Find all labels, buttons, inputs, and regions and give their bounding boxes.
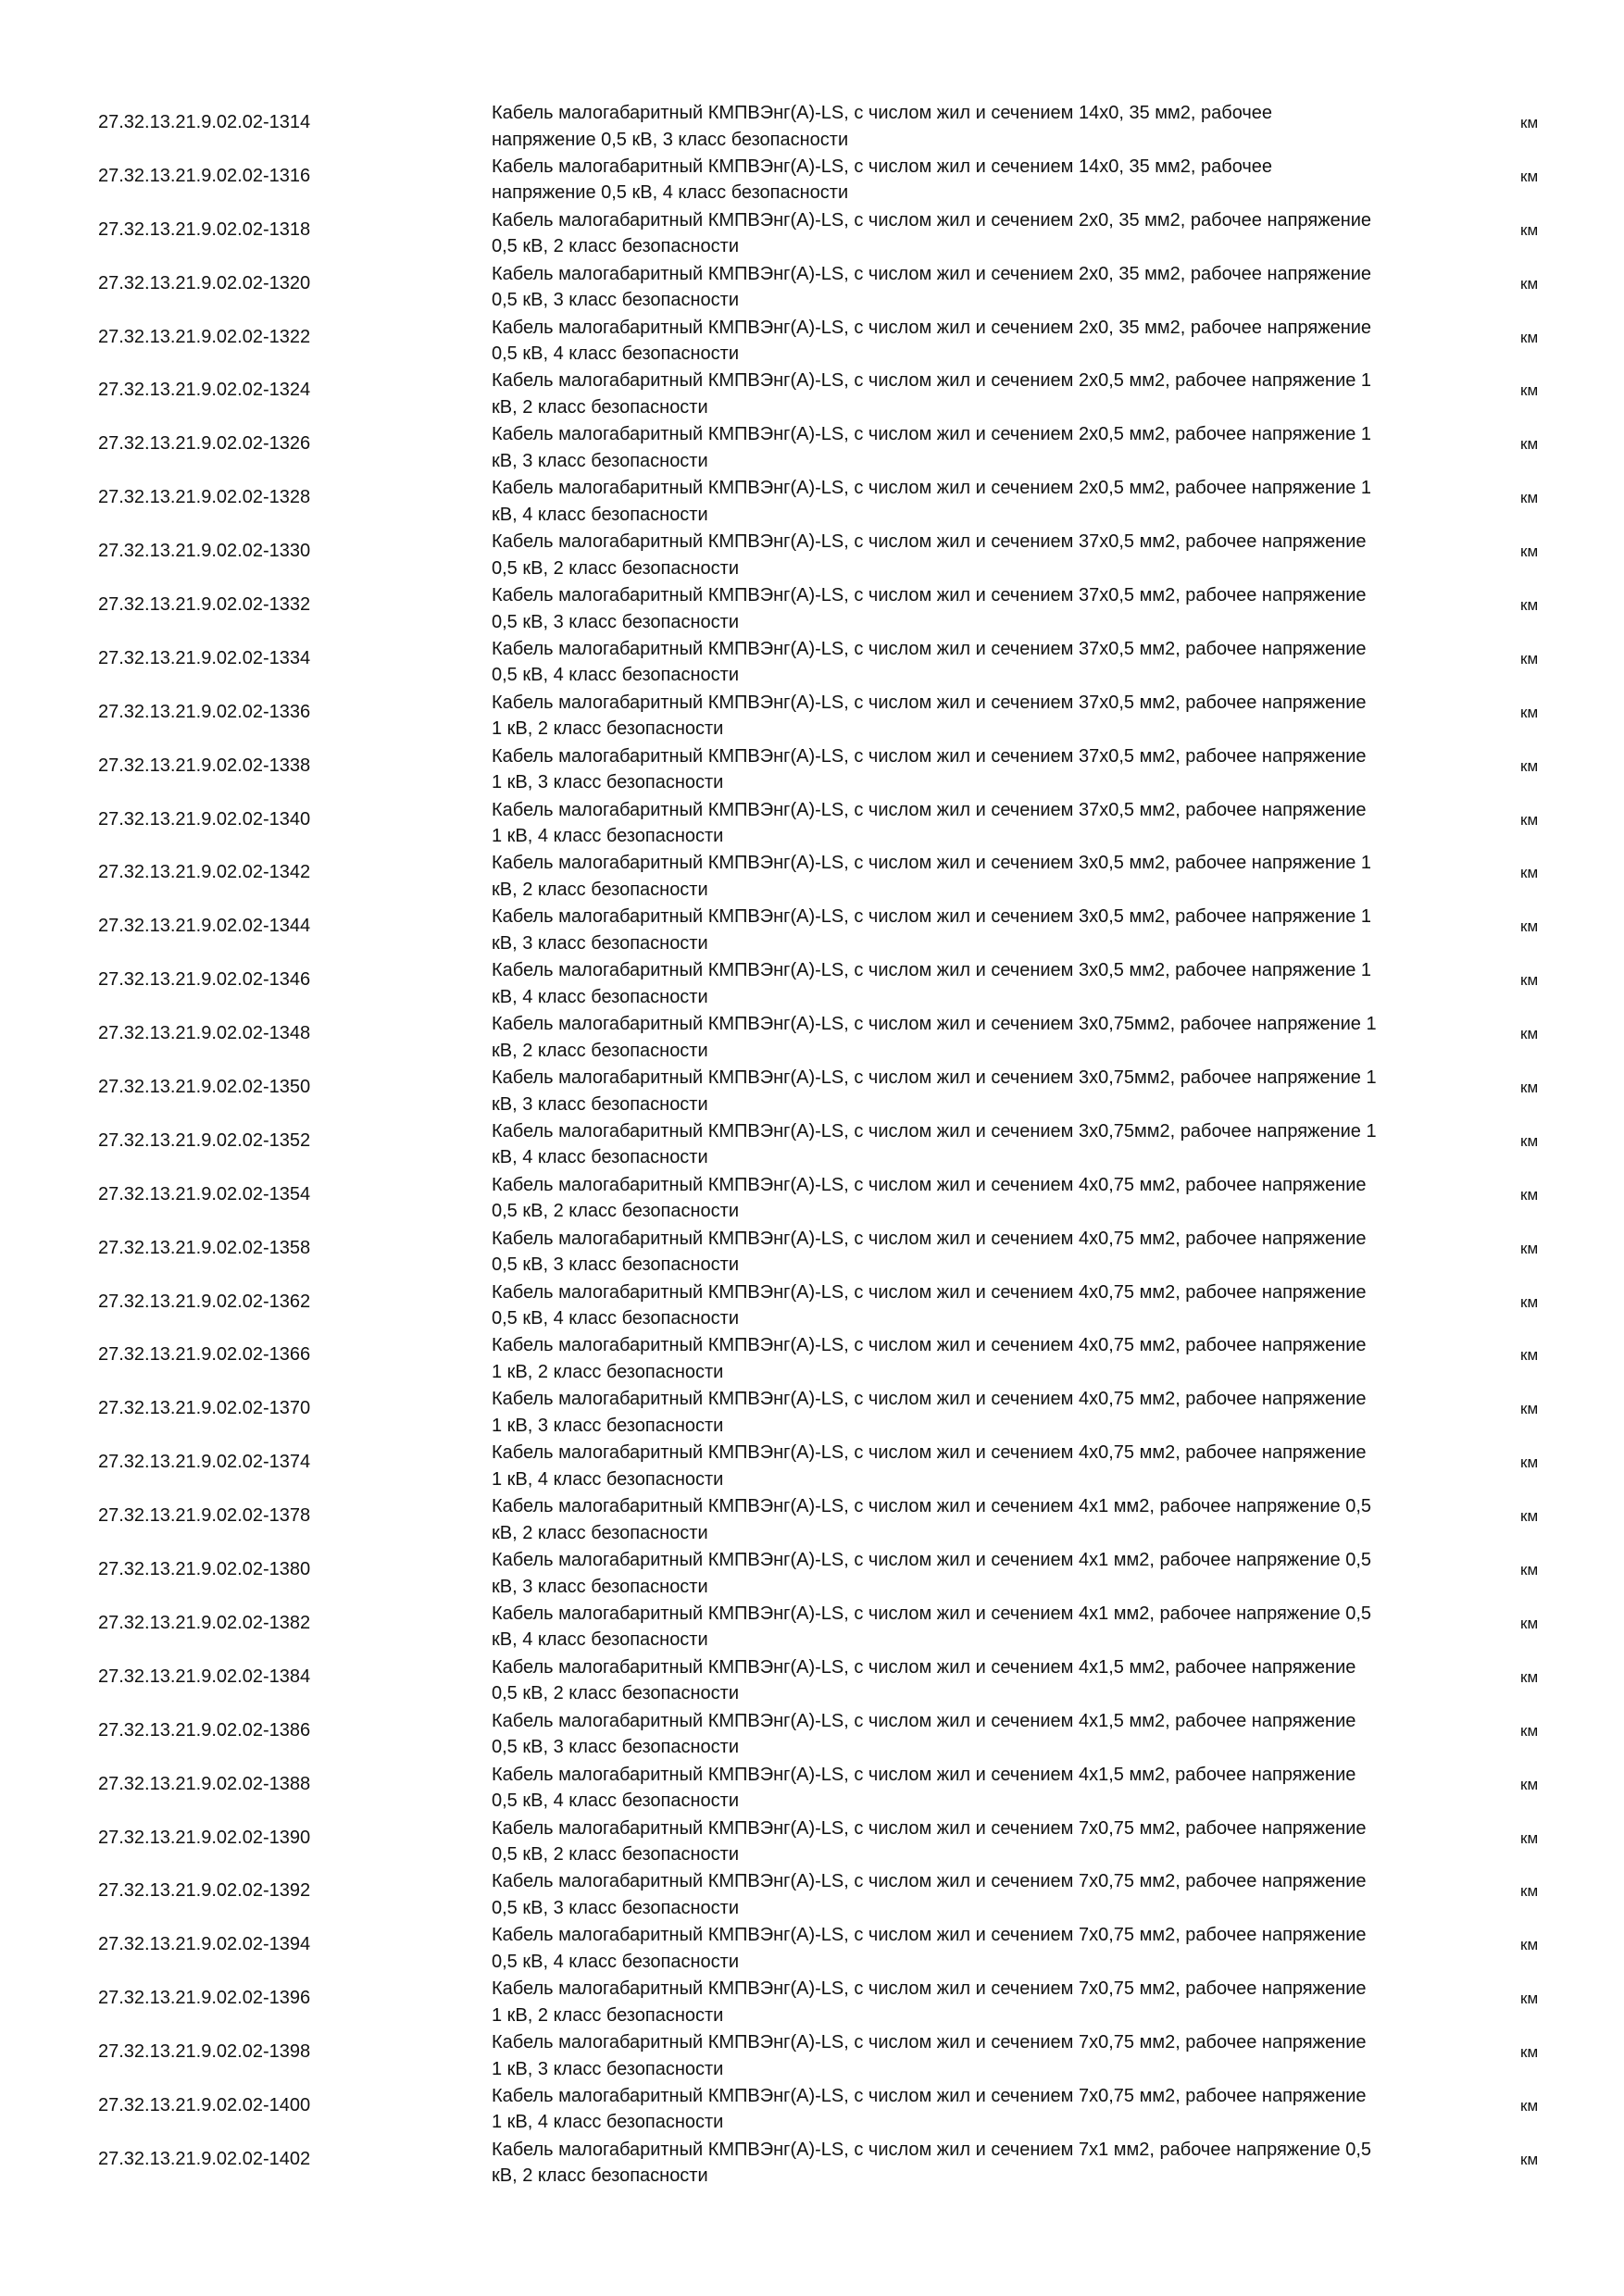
row-description xyxy=(492,582,1547,635)
row-code: 27.32.13.21.9.02.02-1344 xyxy=(98,916,311,937)
row-unit: км xyxy=(1520,1025,1539,1043)
row-description-line-2: 0,5 кВ, 3 класс безопасности xyxy=(492,611,740,632)
row-code: 27.32.13.21.9.02.02-1328 xyxy=(98,487,311,508)
row-unit: км xyxy=(1520,1828,1539,1847)
row-code: 27.32.13.21.9.02.02-1398 xyxy=(98,2041,311,2063)
row-description-line-1: Кабель малогабаритный КМПВЭнг(А)-LS, с числом жил и сечением 4х0,75 мм2, рабочее напряжение xyxy=(492,1389,1367,1410)
row-description-line-2: 0,5 кВ, 2 класс безопасности xyxy=(492,236,740,257)
table-row xyxy=(93,579,1574,632)
row-unit: км xyxy=(1520,864,1539,882)
row-description-line-1: Кабель малогабаритный КМПВЭнг(А)-LS, с числом жил и сечением 14х0, 35 мм2, рабочее xyxy=(492,156,1273,177)
row-description xyxy=(492,850,1547,903)
row-description-line-2: 1 кВ, 2 класс безопасности xyxy=(492,2004,724,2026)
row-description xyxy=(492,1547,1547,1600)
row-description xyxy=(492,1493,1547,1546)
row-unit: км xyxy=(1520,1185,1539,1204)
row-description-line-2: 1 кВ, 4 класс безопасности xyxy=(492,826,724,847)
row-description-line-1: Кабель малогабаритный КМПВЭнг(А)-LS, с числом жил и сечением 37х0,5 мм2, рабочее напряжение xyxy=(492,745,1367,767)
row-code: 27.32.13.21.9.02.02-1362 xyxy=(98,1291,311,1312)
row-description xyxy=(492,1279,1547,1332)
row-code: 27.32.13.21.9.02.02-1350 xyxy=(98,1077,311,1098)
row-code: 27.32.13.21.9.02.02-1394 xyxy=(98,1934,311,1955)
row-description xyxy=(492,1332,1547,1385)
table-row xyxy=(93,311,1574,365)
row-description-line-2: 0,5 кВ, 4 класс безопасности xyxy=(492,665,740,686)
table-row xyxy=(93,1382,1574,1436)
row-description-line-1: Кабель малогабаритный КМПВЭнг(А)-LS, с числом жил и сечением 7х0,75 мм2, рабочее напряжение xyxy=(492,1817,1367,1839)
row-unit: км xyxy=(1520,1507,1539,1526)
table-row xyxy=(93,2133,1574,2187)
row-unit: км xyxy=(1520,2096,1539,2115)
row-description-line-2: напряжение 0,5 кВ, 4 класс безопасности xyxy=(492,182,849,204)
row-description xyxy=(492,2137,1547,2190)
row-code: 27.32.13.21.9.02.02-1322 xyxy=(98,326,311,347)
row-code: 27.32.13.21.9.02.02-1330 xyxy=(98,541,311,562)
row-description-line-2: кВ, 4 класс безопасности xyxy=(492,1147,708,1168)
table-row xyxy=(93,1704,1574,1758)
row-description-line-2: 0,5 кВ, 4 класс безопасности xyxy=(492,1308,740,1329)
row-unit: км xyxy=(1520,328,1539,346)
table-row xyxy=(93,1061,1574,1115)
row-description-line-2: напряжение 0,5 кВ, 3 класс безопасности xyxy=(492,129,849,150)
row-description-line-2: 0,5 кВ, 4 класс безопасности xyxy=(492,343,740,365)
row-code: 27.32.13.21.9.02.02-1318 xyxy=(98,218,311,240)
row-description-line-2: кВ, 2 класс безопасности xyxy=(492,2165,708,2187)
row-description xyxy=(492,2029,1547,2082)
row-description-line-1: Кабель малогабаритный КМПВЭнг(А)-LS, с числом жил и сечением 37х0,5 мм2, рабочее напряжение xyxy=(492,799,1367,820)
row-code: 27.32.13.21.9.02.02-1324 xyxy=(98,380,311,401)
table-row xyxy=(93,1651,1574,1704)
price-table xyxy=(93,96,1574,2187)
row-description-line-2: 1 кВ, 2 класс безопасности xyxy=(492,718,724,740)
row-description-line-1: Кабель малогабаритный КМПВЭнг(А)-LS, с числом жил и сечением 3х0,5 мм2, рабочее напряжение 1 xyxy=(492,960,1372,981)
row-description-line-1: Кабель малогабаритный КМПВЭнг(А)-LS, с числом жил и сечением 4х0,75 мм2, рабочее напряжение xyxy=(492,1281,1367,1303)
row-code: 27.32.13.21.9.02.02-1392 xyxy=(98,1880,311,1902)
row-code: 27.32.13.21.9.02.02-1396 xyxy=(98,1988,311,2009)
row-description-line-2: кВ, 4 класс безопасности xyxy=(492,504,708,525)
row-code: 27.32.13.21.9.02.02-1390 xyxy=(98,1827,311,1848)
table-row xyxy=(93,793,1574,847)
row-code: 27.32.13.21.9.02.02-1348 xyxy=(98,1023,311,1044)
row-unit: км xyxy=(1520,756,1539,775)
table-row xyxy=(93,846,1574,900)
row-description xyxy=(492,529,1547,581)
row-unit: км xyxy=(1520,381,1539,400)
row-description xyxy=(492,1654,1547,1707)
row-unit: км xyxy=(1520,917,1539,936)
row-unit: км xyxy=(1520,114,1539,131)
row-description-line-1: Кабель малогабаритный КМПВЭнг(А)-LS, с числом жил и сечением 3х0,5 мм2, рабочее напряжение 1 xyxy=(492,906,1372,928)
row-code: 27.32.13.21.9.02.02-1336 xyxy=(98,701,311,722)
row-description-line-2: 0,5 кВ, 3 класс безопасности xyxy=(492,1897,740,1918)
row-unit: км xyxy=(1520,489,1539,507)
table-row xyxy=(93,2026,1574,2079)
row-description-line-1: Кабель малогабаритный КМПВЭнг(А)-LS, с числом жил и сечением 7х0,75 мм2, рабочее напряжение xyxy=(492,1925,1367,1946)
row-description-line-1: Кабель малогабаритный КМПВЭнг(А)-LS, с числом жил и сечением 7х0,75 мм2, рабочее напряжение xyxy=(492,1871,1367,1892)
row-description-line-1: Кабель малогабаритный КМПВЭнг(А)-LS, с числом жил и сечением 4х1,5 мм2, рабочее напряжение xyxy=(492,1656,1356,1678)
row-code: 27.32.13.21.9.02.02-1314 xyxy=(98,112,311,132)
table-row xyxy=(93,1918,1574,1972)
row-description-line-2: 0,5 кВ, 3 класс безопасности xyxy=(492,290,740,311)
row-description-line-2: 1 кВ, 4 класс безопасности xyxy=(492,1468,724,1490)
row-description-line-2: кВ, 3 класс безопасности xyxy=(492,1576,708,1597)
row-description-line-1: Кабель малогабаритный КМПВЭнг(А)-LS, с числом жил и сечением 4х1,5 мм2, рабочее напряжение xyxy=(492,1764,1356,1785)
row-description-line-1: Кабель малогабаритный КМПВЭнг(А)-LS, с числом жил и сечением 4х1,5 мм2, рабочее напряжение xyxy=(492,1710,1356,1731)
table-row xyxy=(93,900,1574,954)
row-description xyxy=(492,154,1547,206)
row-description xyxy=(492,1172,1547,1225)
row-description-line-2: 1 кВ, 3 класс безопасности xyxy=(492,2058,724,2079)
row-unit: км xyxy=(1520,1721,1539,1740)
row-description xyxy=(492,797,1547,850)
row-unit: км xyxy=(1520,1292,1539,1311)
row-description-line-2: кВ, 2 класс безопасности xyxy=(492,396,708,418)
row-unit: км xyxy=(1520,810,1539,829)
row-description xyxy=(492,1922,1547,1975)
row-code: 27.32.13.21.9.02.02-1382 xyxy=(98,1612,311,1633)
table-row xyxy=(93,525,1574,579)
row-description-line-2: 0,5 кВ, 4 класс безопасности xyxy=(492,1951,740,1972)
row-code: 27.32.13.21.9.02.02-1366 xyxy=(98,1344,311,1366)
row-description-line-1: Кабель малогабаритный КМПВЭнг(А)-LS, с числом жил и сечением 2х0,5 мм2, рабочее напряжение 1 xyxy=(492,424,1372,445)
row-unit: км xyxy=(1520,220,1539,239)
row-description-line-1: Кабель малогабаритный КМПВЭнг(А)-LS, с числом жил и сечением 2х0,5 мм2, рабочее напряжение 1 xyxy=(492,478,1372,499)
table-row xyxy=(93,1115,1574,1168)
row-code: 27.32.13.21.9.02.02-1352 xyxy=(98,1129,311,1151)
row-description-line-1: Кабель малогабаритный КМПВЭнг(А)-LS, с числом жил и сечением 4х0,75 мм2, рабочее напряжение xyxy=(492,1228,1367,1249)
row-description-line-1: Кабель малогабаритный КМПВЭнг(А)-LS, с числом жил и сечением 4х0,75 мм2, рабочее напряжение xyxy=(492,1174,1367,1195)
row-code: 27.32.13.21.9.02.02-1340 xyxy=(98,808,311,830)
row-unit: км xyxy=(1520,649,1539,668)
table-row xyxy=(93,418,1574,471)
row-description xyxy=(492,368,1547,420)
row-code: 27.32.13.21.9.02.02-1370 xyxy=(98,1398,311,1419)
table-row xyxy=(93,1436,1574,1490)
table-row xyxy=(93,1865,1574,1918)
table-row xyxy=(93,1972,1574,2026)
row-code: 27.32.13.21.9.02.02-1386 xyxy=(98,1719,311,1741)
row-code: 27.32.13.21.9.02.02-1374 xyxy=(98,1452,311,1473)
row-description-line-2: кВ, 4 класс безопасности xyxy=(492,1629,708,1651)
row-description-line-2: кВ, 2 класс безопасности xyxy=(492,1040,708,1061)
row-description-line-2: 0,5 кВ, 2 класс безопасности xyxy=(492,557,740,579)
row-description xyxy=(492,690,1547,742)
row-description xyxy=(492,475,1547,528)
row-description xyxy=(492,315,1547,368)
table-row xyxy=(93,954,1574,1007)
row-description xyxy=(492,1708,1547,1761)
row-description xyxy=(492,1868,1547,1921)
row-unit: км xyxy=(1520,1131,1539,1150)
row-unit: км xyxy=(1520,1561,1539,1579)
table-row xyxy=(93,1329,1574,1382)
row-description-line-1: Кабель малогабаритный КМПВЭнг(А)-LS, с числом жил и сечением 3х0,75мм2, рабочее напряжение 1 xyxy=(492,1014,1377,1035)
row-code: 27.32.13.21.9.02.02-1338 xyxy=(98,755,311,776)
table-row xyxy=(93,740,1574,793)
row-description-line-1: Кабель малогабаритный КМПВЭнг(А)-LS, с числом жил и сечением 2х0, 35 мм2, рабочее напряжение xyxy=(492,263,1372,284)
row-description xyxy=(492,207,1547,260)
row-unit: км xyxy=(1520,1936,1539,1954)
table-row xyxy=(93,1758,1574,1812)
row-code: 27.32.13.21.9.02.02-1334 xyxy=(98,647,311,668)
row-description-line-1: Кабель малогабаритный КМПВЭнг(А)-LS, с числом жил и сечением 7х0,75 мм2, рабочее напряжение xyxy=(492,1978,1367,2000)
row-unit: км xyxy=(1520,543,1539,561)
row-unit: км xyxy=(1520,1346,1539,1365)
row-code: 27.32.13.21.9.02.02-1320 xyxy=(98,272,311,293)
table-row xyxy=(93,1490,1574,1543)
row-description xyxy=(492,1440,1547,1492)
row-description-line-2: кВ, 2 класс безопасности xyxy=(492,1522,708,1543)
row-code: 27.32.13.21.9.02.02-1384 xyxy=(98,1666,311,1687)
row-description-line-2: кВ, 3 класс безопасности xyxy=(492,1093,708,1115)
row-code: 27.32.13.21.9.02.02-1380 xyxy=(98,1559,311,1580)
table-row xyxy=(93,2079,1574,2133)
row-description-line-1: Кабель малогабаритный КМПВЭнг(А)-LS, с числом жил и сечением 14х0, 35 мм2, рабочее xyxy=(492,103,1273,123)
row-unit: км xyxy=(1520,1079,1539,1097)
row-description xyxy=(492,1816,1547,1868)
row-unit: км xyxy=(1520,167,1539,185)
row-unit: км xyxy=(1520,1614,1539,1632)
row-unit: км xyxy=(1520,1454,1539,1472)
row-description-line-1: Кабель малогабаритный КМПВЭнг(А)-LS, с числом жил и сечением 3х0,75мм2, рабочее напряжение 1 xyxy=(492,1067,1377,1089)
row-description-line-1: Кабель малогабаритный КМПВЭнг(А)-LS, с числом жил и сечением 3х0,5 мм2, рабочее напряжение 1 xyxy=(492,853,1372,874)
row-description xyxy=(492,100,1547,153)
table-row xyxy=(93,96,1574,150)
row-description-line-1: Кабель малогабаритный КМПВЭнг(А)-LS, с числом жил и сечением 4х1 мм2, рабочее напряжение 0,5 xyxy=(492,1603,1372,1624)
row-description-line-1: Кабель малогабаритный КМПВЭнг(А)-LS, с числом жил и сечением 4х1 мм2, рабочее напряжение 0,5 xyxy=(492,1550,1372,1571)
row-unit: км xyxy=(1520,1990,1539,2008)
row-description-line-1: Кабель малогабаритный КМПВЭнг(А)-LS, с числом жил и сечением 37х0,5 мм2, рабочее напряжение xyxy=(492,531,1367,553)
row-description-line-1: Кабель малогабаритный КМПВЭнг(А)-LS, с числом жил и сечением 7х0,75 мм2, рабочее напряжение xyxy=(492,2085,1367,2106)
table-row xyxy=(93,257,1574,311)
row-description-line-2: 1 кВ, 2 класс безопасности xyxy=(492,1361,724,1382)
row-code: 27.32.13.21.9.02.02-1402 xyxy=(98,2148,311,2169)
table-row xyxy=(93,1597,1574,1651)
row-description-line-2: 0,5 кВ, 4 класс безопасности xyxy=(492,1791,740,1812)
table-row xyxy=(93,204,1574,257)
row-code: 27.32.13.21.9.02.02-1388 xyxy=(98,1773,311,1794)
row-description-line-1: Кабель малогабаритный КМПВЭнг(А)-LS, с числом жил и сечением 3х0,75мм2, рабочее напряжение 1 xyxy=(492,1120,1377,1142)
row-description-line-1: Кабель малогабаритный КМПВЭнг(А)-LS, с числом жил и сечением 2х0, 35 мм2, рабочее напряжение xyxy=(492,209,1372,231)
row-description-line-1: Кабель малогабаритный КМПВЭнг(А)-LS, с числом жил и сечением 4х0,75 мм2, рабочее напряжение xyxy=(492,1335,1367,1356)
row-description-line-1: Кабель малогабаритный КМПВЭнг(А)-LS, с числом жил и сечением 2х0, 35 мм2, рабочее напряжение xyxy=(492,317,1372,338)
row-description-line-2: 1 кВ, 3 класс безопасности xyxy=(492,1415,724,1436)
row-description xyxy=(492,1762,1547,1815)
row-description xyxy=(492,261,1547,314)
row-code: 27.32.13.21.9.02.02-1346 xyxy=(98,969,311,991)
row-description xyxy=(492,743,1547,796)
table-row xyxy=(93,1168,1574,1222)
row-description-line-1: Кабель малогабаритный КМПВЭнг(А)-LS, с числом жил и сечением 7х0,75 мм2, рабочее напряжение xyxy=(492,2032,1367,2053)
row-description xyxy=(492,1601,1547,1653)
row-description-line-2: кВ, 3 класс безопасности xyxy=(492,932,708,954)
row-description-line-1: Кабель малогабаритный КМПВЭнг(А)-LS, с числом жил и сечением 37х0,5 мм2, рабочее напряжение xyxy=(492,585,1367,606)
row-description-line-2: 0,5 кВ, 3 класс безопасности xyxy=(492,1737,740,1758)
row-code: 27.32.13.21.9.02.02-1400 xyxy=(98,2094,311,2115)
row-description-line-1: Кабель малогабаритный КМПВЭнг(А)-LS, с числом жил и сечением 4х0,75 мм2, рабочее напряжение xyxy=(492,1442,1367,1464)
row-unit: км xyxy=(1520,274,1539,293)
row-unit: км xyxy=(1520,1239,1539,1257)
table-row xyxy=(93,632,1574,686)
table-row xyxy=(93,364,1574,418)
table-row xyxy=(93,686,1574,740)
table-row xyxy=(93,150,1574,204)
row-description-line-1: Кабель малогабаритный КМПВЭнг(А)-LS, с числом жил и сечением 2х0,5 мм2, рабочее напряжение 1 xyxy=(492,370,1372,392)
row-code: 27.32.13.21.9.02.02-1326 xyxy=(98,433,311,455)
row-description-line-2: 0,5 кВ, 3 класс безопасности xyxy=(492,1254,740,1276)
row-description xyxy=(492,2083,1547,2136)
row-description xyxy=(492,421,1547,474)
row-description-line-2: кВ, 4 класс безопасности xyxy=(492,986,708,1007)
table-row xyxy=(93,1007,1574,1061)
row-description-line-2: кВ, 2 класс безопасности xyxy=(492,879,708,900)
table-row xyxy=(93,1543,1574,1597)
table-row xyxy=(93,1222,1574,1276)
row-unit: км xyxy=(1520,2150,1539,2168)
row-unit: км xyxy=(1520,596,1539,615)
row-code: 27.32.13.21.9.02.02-1378 xyxy=(98,1505,311,1527)
row-description xyxy=(492,1976,1547,2028)
row-description-line-1: Кабель малогабаритный КМПВЭнг(А)-LS, с числом жил и сечением 37х0,5 мм2, рабочее напряжение xyxy=(492,692,1367,713)
row-code: 27.32.13.21.9.02.02-1316 xyxy=(98,165,311,186)
row-code: 27.32.13.21.9.02.02-1354 xyxy=(98,1183,311,1204)
row-description-line-2: 0,5 кВ, 2 класс безопасности xyxy=(492,1683,740,1704)
row-description-line-1: Кабель малогабаритный КМПВЭнг(А)-LS, с числом жил и сечением 7х1 мм2, рабочее напряжение 0,5 xyxy=(492,2139,1372,2160)
row-description xyxy=(492,636,1547,689)
table-row xyxy=(93,471,1574,525)
row-description xyxy=(492,1386,1547,1439)
row-unit: км xyxy=(1520,703,1539,721)
row-code: 27.32.13.21.9.02.02-1358 xyxy=(98,1237,311,1258)
row-description xyxy=(492,1065,1547,1117)
row-description xyxy=(492,957,1547,1010)
row-description-line-2: кВ, 3 класс безопасности xyxy=(492,450,708,471)
row-description xyxy=(492,1011,1547,1064)
row-code: 27.32.13.21.9.02.02-1332 xyxy=(98,594,311,616)
row-description xyxy=(492,904,1547,956)
row-description-line-1: Кабель малогабаритный КМПВЭнг(А)-LS, с числом жил и сечением 37х0,5 мм2, рабочее напряжение xyxy=(492,638,1367,659)
row-unit: км xyxy=(1520,1667,1539,1686)
row-description-line-1: Кабель малогабаритный КМПВЭнг(А)-LS, с числом жил и сечением 4х1 мм2, рабочее напряжение 0,5 xyxy=(492,1496,1372,1517)
row-unit: км xyxy=(1520,971,1539,990)
row-unit: км xyxy=(1520,435,1539,454)
table-row xyxy=(93,1276,1574,1329)
row-code: 27.32.13.21.9.02.02-1342 xyxy=(98,862,311,883)
table-row xyxy=(93,1812,1574,1866)
row-unit: км xyxy=(1520,1400,1539,1418)
row-description-line-2: 1 кВ, 4 класс безопасности xyxy=(492,2112,724,2133)
row-unit: км xyxy=(1520,2043,1539,2062)
row-description xyxy=(492,1118,1547,1171)
row-description-line-2: 0,5 кВ, 2 класс безопасности xyxy=(492,1844,740,1865)
row-description xyxy=(492,1226,1547,1279)
row-unit: км xyxy=(1520,1882,1539,1901)
row-unit: км xyxy=(1520,1775,1539,1793)
row-description-line-2: 0,5 кВ, 2 класс безопасности xyxy=(492,1201,740,1222)
row-description-line-2: 1 кВ, 3 класс безопасности xyxy=(492,772,724,793)
